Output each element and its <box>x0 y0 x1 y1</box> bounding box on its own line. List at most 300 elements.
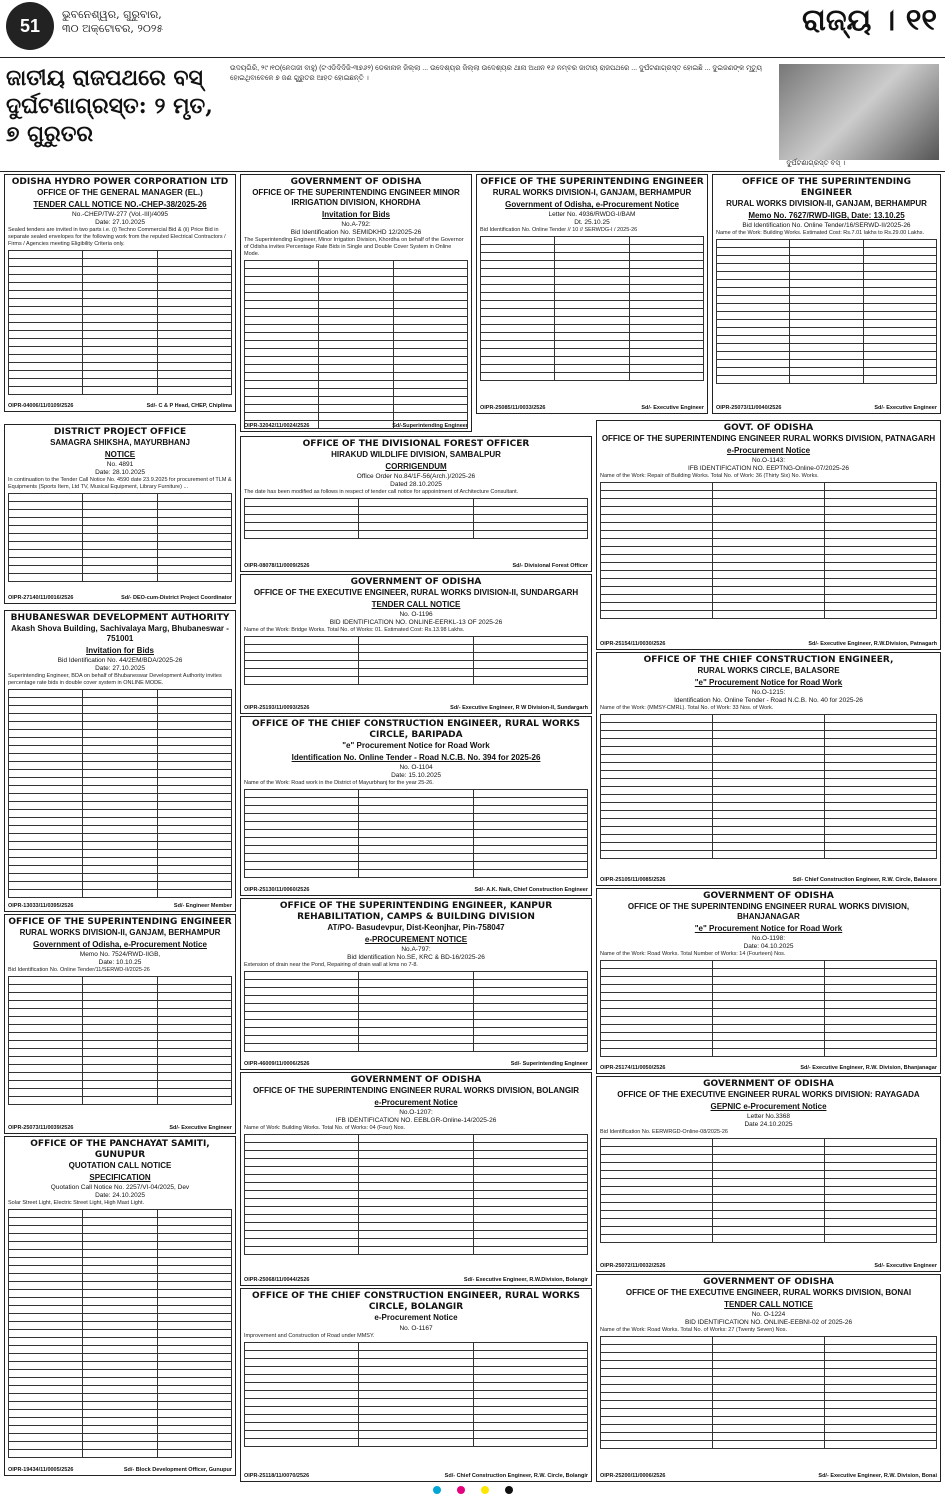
table-cell <box>245 523 359 531</box>
table-cell <box>601 1219 713 1227</box>
table-cell <box>863 344 936 352</box>
dateline: ଭୁବନେଶ୍ୱର, ଗୁରୁବାର, ୩୦ ଅକ୍ଟୋବର, ୨୦୨୫ <box>62 8 164 35</box>
table-cell <box>393 317 467 325</box>
table-cell <box>157 1226 231 1234</box>
table-cell <box>157 866 231 874</box>
table-cell <box>157 1306 231 1314</box>
table-cell <box>863 288 936 296</box>
table-cell <box>481 317 555 325</box>
table-cell <box>9 1250 83 1258</box>
ad-subtitle: RURAL WORKS DIVISION-II, GANJAM, BERHAMPUR <box>19 928 221 937</box>
ad-title: OFFICE OF THE DIVISIONAL FOREST OFFICER <box>302 439 530 449</box>
table-cell <box>863 280 936 288</box>
table-cell <box>629 245 703 253</box>
table-cell <box>157 1402 231 1410</box>
table-cell <box>157 1410 231 1418</box>
table-cell <box>825 747 937 755</box>
ad-subtitle: AT/PO- Basudevpur, Dist-Keonjhar, Pin-758047 <box>327 923 505 932</box>
ad-details-table <box>8 493 232 582</box>
table-cell <box>83 1242 157 1250</box>
ad-body: Bid Identification No. EERWRGD-Online-08/2025-26 <box>600 1129 728 1136</box>
table-cell <box>825 771 937 779</box>
table-cell <box>245 1036 359 1044</box>
table-cell <box>825 715 937 723</box>
ad-ref-number: Office Order No.84/1F-56(Arch.)/2025-26 <box>356 473 476 481</box>
table-cell <box>473 1431 587 1439</box>
table-cell <box>601 1195 713 1203</box>
table-cell <box>601 993 713 1001</box>
table-cell <box>9 542 83 550</box>
ad-subtitle: OFFICE OF THE GENERAL MANAGER (EL.) <box>37 188 203 197</box>
ad-details-table <box>244 260 468 429</box>
table-cell <box>359 1215 473 1223</box>
table-cell <box>83 706 157 714</box>
table-cell <box>713 787 825 795</box>
table-cell <box>83 778 157 786</box>
table-cell <box>83 1450 157 1458</box>
table-cell <box>825 811 937 819</box>
table-cell <box>473 1004 587 1012</box>
table-cell <box>473 1183 587 1191</box>
table-cell <box>83 1338 157 1346</box>
table-cell <box>601 595 713 603</box>
table-cell <box>9 1434 83 1442</box>
table-cell <box>601 1385 713 1393</box>
table-cell <box>825 1393 937 1401</box>
table-cell <box>83 738 157 746</box>
table-cell <box>713 779 825 787</box>
table-cell <box>473 870 587 878</box>
table-cell <box>713 827 825 835</box>
ad-body: Extension of drain near the Pond, Repairing of drain wall at kms no 7-8. <box>244 962 418 969</box>
table-cell <box>83 985 157 993</box>
table-cell <box>245 838 359 846</box>
table-cell <box>245 357 319 365</box>
table-cell <box>629 285 703 293</box>
table-cell <box>713 811 825 819</box>
table-cell <box>359 1036 473 1044</box>
signatory: Sd/- DEO-cum-District Project Coordinator <box>121 594 232 601</box>
table-cell <box>157 730 231 738</box>
ad-footer <box>8 403 232 409</box>
table-cell <box>83 1081 157 1089</box>
table-cell <box>863 320 936 328</box>
table-cell <box>601 843 713 851</box>
ad-ref-number: Memo No. 7524/RWD-IIGB, <box>79 951 161 959</box>
table-cell <box>825 1353 937 1361</box>
table-cell <box>83 315 157 323</box>
table-cell <box>245 277 319 285</box>
table-cell <box>629 309 703 317</box>
table-cell <box>157 1370 231 1378</box>
table-cell <box>83 1009 157 1017</box>
table-cell <box>157 1089 231 1097</box>
table-cell <box>717 280 790 288</box>
table-cell <box>245 1359 359 1367</box>
table-cell <box>245 1439 359 1447</box>
table-cell <box>825 763 937 771</box>
table-cell <box>359 814 473 822</box>
table-cell <box>245 1135 359 1143</box>
table-cell <box>359 1359 473 1367</box>
ad-footer <box>8 903 232 909</box>
table-cell <box>601 755 713 763</box>
ad-body: Name of the Work: Road Works. Total No. of Works: 27 (Twenty Seven) Nos. <box>600 1327 787 1334</box>
table-cell <box>245 301 319 309</box>
table-cell <box>9 850 83 858</box>
table-cell <box>601 1353 713 1361</box>
table-cell <box>713 763 825 771</box>
table-cell <box>825 1203 937 1211</box>
table-cell <box>83 882 157 890</box>
table-cell <box>9 1258 83 1266</box>
table-cell <box>319 381 393 389</box>
table-cell <box>713 1227 825 1235</box>
table-cell <box>9 494 83 502</box>
table-cell <box>481 325 555 333</box>
table-cell <box>629 261 703 269</box>
table-cell <box>481 309 555 317</box>
table-cell <box>713 819 825 827</box>
table-cell <box>601 515 713 523</box>
ad-notice-type: Identification No. Online Tender - Road N.C.B. No. 394 for 2025-26 <box>291 753 541 762</box>
table-cell <box>245 1391 359 1399</box>
table-cell <box>9 502 83 510</box>
ad-details-table <box>244 971 588 1052</box>
tender-advertisement <box>596 1076 941 1272</box>
table-cell <box>157 1274 231 1282</box>
table-cell <box>83 722 157 730</box>
table-cell <box>473 1044 587 1052</box>
table-cell <box>473 507 587 515</box>
ad-body: Name of the Work: (MMSY-CMRL). Total No. of Work: 33 Nos. of Work. <box>600 705 774 712</box>
table-cell <box>245 822 359 830</box>
table-cell <box>157 746 231 754</box>
table-cell <box>713 723 825 731</box>
table-cell <box>473 1343 587 1351</box>
table-cell <box>713 739 825 747</box>
table-cell <box>359 1423 473 1431</box>
table-cell <box>863 264 936 272</box>
table-cell <box>863 360 936 368</box>
table-cell <box>713 515 825 523</box>
ad-notice-type: TENDER CALL NOTICE NO.-CHEP-38/2025-26 <box>33 200 207 209</box>
table-cell <box>555 365 629 373</box>
table-cell <box>83 347 157 355</box>
signatory: Sd/- Executive Engineer, R.W.Division, Patnagarh <box>808 640 937 647</box>
table-cell <box>359 822 473 830</box>
ad-date: IFB IDENTIFICATION NO. EEPTNG-Online-07/2025-26 <box>688 465 849 473</box>
table-cell <box>555 293 629 301</box>
signatory: Sd/- Executive Engineer, R.W. Division, Bonai <box>818 1472 937 1479</box>
ad-body: In continuation to the Tender Call Notice No. 4590 date 23.9.2025 for procurement of TLM & Equipments (Sports Item, Ltd TV, Musical Equipment, Library Furniture) ... <box>8 477 232 491</box>
table-cell <box>825 1235 937 1243</box>
table-cell <box>319 357 393 365</box>
table-cell <box>359 790 473 798</box>
table-cell <box>601 1361 713 1369</box>
section-title: ରାଜ୍ୟ । ୧୧ <box>802 3 937 38</box>
table-cell <box>393 405 467 413</box>
table-cell <box>825 1187 937 1195</box>
oipr-code: OIPR-25073/11/0040/2526 <box>716 404 782 411</box>
table-cell <box>245 397 319 405</box>
table-cell <box>83 1073 157 1081</box>
table-cell <box>245 1247 359 1255</box>
table-cell <box>245 1343 359 1351</box>
ad-date: Date: 04.10.2025 <box>743 943 794 951</box>
table-cell <box>629 325 703 333</box>
table-cell <box>473 790 587 798</box>
table-cell <box>601 851 713 859</box>
table-cell <box>481 285 555 293</box>
table-cell <box>555 325 629 333</box>
table-cell <box>825 1377 937 1385</box>
ad-details-table <box>600 1138 937 1243</box>
table-cell <box>473 645 587 653</box>
table-cell <box>83 1322 157 1330</box>
table-cell <box>157 1386 231 1394</box>
signatory: Sd/- Superintending Engineer <box>510 1060 588 1067</box>
table-cell <box>601 739 713 747</box>
ad-title: DISTRICT PROJECT OFFICE <box>53 427 187 437</box>
table-cell <box>319 261 393 269</box>
ad-title: OFFICE OF THE SUPERINTENDING ENGINEER <box>8 917 232 927</box>
table-cell <box>629 357 703 365</box>
table-cell <box>601 1025 713 1033</box>
ad-details-table <box>8 250 232 395</box>
table-cell <box>473 1207 587 1215</box>
ad-date: Date: 15.10.2025 <box>391 772 441 780</box>
table-cell <box>9 267 83 275</box>
table-cell <box>825 969 937 977</box>
table-cell <box>601 969 713 977</box>
table-cell <box>473 531 587 539</box>
ad-body: The Superintending Engineer, Minor Irrigation Division, Khordha on behalf of the Governor of Odisha invites Percentage Rate Bids in Single and Double Cover System in Online Mode. <box>244 237 464 258</box>
table-cell <box>601 491 713 499</box>
table-cell <box>83 566 157 574</box>
table-cell <box>473 846 587 854</box>
table-cell <box>601 1345 713 1353</box>
table-cell <box>473 1359 587 1367</box>
table-cell <box>473 1012 587 1020</box>
table-cell <box>157 842 231 850</box>
ad-body: Name of the Work: Road work in the District of Mayurbhanj for the year 25-26. <box>244 780 434 787</box>
table-cell <box>157 1001 231 1009</box>
table-cell <box>157 762 231 770</box>
ad-notice-type: e-Procurement Notice <box>374 1098 458 1107</box>
ad-body: Name of the Work: Road Works. Total Number of Works: 14 (Fourteen) Nos. <box>600 951 786 958</box>
table-cell <box>601 1203 713 1211</box>
ad-body: Sealed tenders are invited in two parts i.e. (i) Techno Commercial Bid & (ii) Price Bid in separate sealed envelopes for the following work from the reputed Electrical Contractors / Firms / Agencies meeting Eligibility Criteria only. <box>8 227 226 248</box>
tender-advertisement <box>240 1288 592 1482</box>
tender-advertisement <box>596 652 941 886</box>
table-cell <box>319 389 393 397</box>
table-cell <box>9 1330 83 1338</box>
ad-ref-number: Letter No. 4936/RWDG-I/BAM <box>548 211 636 219</box>
table-cell <box>601 1441 713 1449</box>
ad-title: OFFICE OF THE PANCHAYAT SAMITI, GUNUPUR <box>30 1139 210 1160</box>
table-cell <box>629 277 703 285</box>
ad-notice-type: GEPNIC e-Procurement Notice <box>710 1102 827 1111</box>
table-cell <box>473 661 587 669</box>
table-cell <box>245 1175 359 1183</box>
table-cell <box>245 285 319 293</box>
oipr-code: OIPR-25072/11/0032/2526 <box>600 1262 666 1269</box>
table-cell <box>83 890 157 898</box>
table-cell <box>157 977 231 985</box>
table-cell <box>481 237 555 245</box>
table-cell <box>473 862 587 870</box>
ad-details-table <box>244 498 588 539</box>
table-cell <box>9 802 83 810</box>
table-cell <box>83 842 157 850</box>
table-cell <box>825 1441 937 1449</box>
table-cell <box>9 977 83 985</box>
table-cell <box>713 1009 825 1017</box>
table-cell <box>83 714 157 722</box>
ad-footer <box>716 405 937 411</box>
table-cell <box>601 1155 713 1163</box>
ad-footer <box>600 877 937 883</box>
table-cell <box>825 1163 937 1171</box>
table-cell <box>601 1401 713 1409</box>
table-cell <box>83 1266 157 1274</box>
table-cell <box>157 355 231 363</box>
table-cell <box>157 283 231 291</box>
table-cell <box>393 389 467 397</box>
table-cell <box>359 1431 473 1439</box>
table-cell <box>83 1394 157 1402</box>
table-cell <box>393 261 467 269</box>
table-cell <box>245 365 319 373</box>
ad-footer <box>600 1065 937 1071</box>
table-cell <box>825 1211 937 1219</box>
table-cell <box>83 770 157 778</box>
table-cell <box>717 336 790 344</box>
ad-subtitle: Akash Shova Building, Sachivalaya Marg, Bhubaneswar - 751001 <box>11 624 229 643</box>
tender-advertisement <box>4 610 236 912</box>
table-cell <box>245 669 359 677</box>
table-cell <box>83 534 157 542</box>
table-cell <box>713 1441 825 1449</box>
table-cell <box>157 778 231 786</box>
table-cell <box>555 301 629 309</box>
table-cell <box>245 317 319 325</box>
table-cell <box>713 1017 825 1025</box>
ad-details-table <box>8 1209 232 1458</box>
table-cell <box>83 379 157 387</box>
table-cell <box>717 240 790 248</box>
table-cell <box>629 237 703 245</box>
table-cell <box>473 1191 587 1199</box>
table-cell <box>9 1210 83 1218</box>
ad-ref-number: No.O-1198: <box>751 935 786 943</box>
table-cell <box>717 368 790 376</box>
signatory: Sd/- Engineer Member <box>173 902 232 909</box>
table-cell <box>825 843 937 851</box>
table-cell <box>601 1369 713 1377</box>
table-cell <box>9 722 83 730</box>
table-cell <box>245 1199 359 1207</box>
table-cell <box>83 1049 157 1057</box>
table-cell <box>245 413 319 421</box>
oipr-code: OIPR-25105/11/0085/2526 <box>600 876 666 883</box>
table-cell <box>713 835 825 843</box>
table-cell <box>319 413 393 421</box>
ad-subtitle: OFFICE OF THE EXECUTIVE ENGINEER, RURAL WORKS DIVISION-II, SUNDARGARH <box>253 588 579 597</box>
table-cell <box>157 706 231 714</box>
table-cell <box>825 835 937 843</box>
table-cell <box>473 854 587 862</box>
ad-details-table <box>244 789 588 878</box>
table-cell <box>825 1139 937 1147</box>
table-cell <box>9 558 83 566</box>
table-cell <box>83 275 157 283</box>
table-cell <box>83 1057 157 1065</box>
table-cell <box>717 312 790 320</box>
table-cell <box>393 413 467 421</box>
table-cell <box>825 1179 937 1187</box>
table-cell <box>359 1239 473 1247</box>
table-cell <box>245 1231 359 1239</box>
anniversary-logo: 51 <box>6 2 54 50</box>
table-cell <box>473 1231 587 1239</box>
table-cell <box>359 1191 473 1199</box>
table-cell <box>83 858 157 866</box>
table-cell <box>863 304 936 312</box>
table-cell <box>481 253 555 261</box>
table-cell <box>83 1346 157 1354</box>
ad-subtitle: e-Procurement Notice <box>374 1313 458 1322</box>
table-cell <box>9 858 83 866</box>
table-cell <box>245 333 319 341</box>
table-cell <box>359 798 473 806</box>
table-cell <box>473 1135 587 1143</box>
table-cell <box>359 1223 473 1231</box>
table-cell <box>83 267 157 275</box>
table-cell <box>83 363 157 371</box>
table-cell <box>790 336 863 344</box>
table-cell <box>9 778 83 786</box>
signatory: Sd/- A.K. Naik, Chief Construction Engineer <box>474 886 588 893</box>
table-cell <box>601 1235 713 1243</box>
tender-advertisement <box>240 574 592 714</box>
table-cell <box>601 1049 713 1057</box>
table-cell <box>555 357 629 365</box>
masthead <box>0 0 945 58</box>
table-cell <box>825 587 937 595</box>
table-cell <box>9 251 83 259</box>
table-cell <box>790 272 863 280</box>
table-cell <box>245 1191 359 1199</box>
ad-body: Name of the Work: Repair of Building Works. Total No. of Work: 36 (Thirty Six) No. Works. <box>600 473 819 480</box>
table-cell <box>245 980 359 988</box>
table-cell <box>601 1227 713 1235</box>
table-cell <box>473 798 587 806</box>
table-cell <box>359 1199 473 1207</box>
table-cell <box>601 787 713 795</box>
table-cell <box>825 1425 937 1433</box>
ad-notice-type: "e" Procurement Notice for Road Work <box>694 924 843 933</box>
magenta-mark <box>457 1486 465 1494</box>
table-cell <box>713 993 825 1001</box>
table-cell <box>83 1386 157 1394</box>
table-cell <box>473 1151 587 1159</box>
ad-date: Date: 24.10.2025 <box>95 1192 145 1200</box>
table-cell <box>9 890 83 898</box>
oipr-code: OIPR-25085/11/0033/2526 <box>480 404 546 411</box>
signatory: Sd/- C & P Head, CHEP, Chiplima <box>146 402 232 409</box>
